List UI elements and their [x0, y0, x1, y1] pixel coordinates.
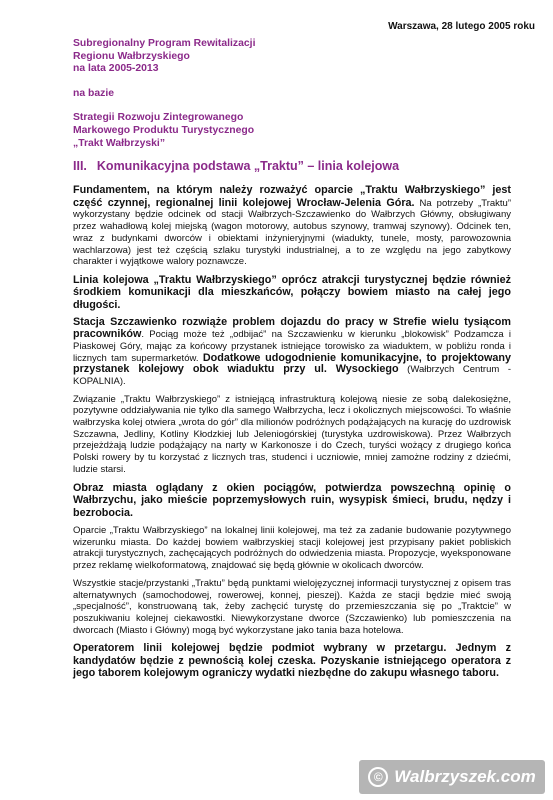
paragraph-7: Wszystkie stacje/przystanki „Traktu” będą punktami wielojęzycznej informacji turystycznej z opisem tras alternatywnych (samochodowej, rowerowej, konnej, pieszej). Każda ze stacji będzie mieć swoją „specjalność”, konstruowaną tak, żeby zachęcić turystę do przemieszczania się po „Traktcie” w poszukiwaniu kolejnej ciekawostki. Niewykorzystane dworce (Szczawienko) lub pomieszczenia na dworcach (Miasto i Główny) mogą być wykorzystane jako tania baza hotelowa.: [73, 577, 511, 636]
document-date: Warszawa, 28 lutego 2005 roku: [388, 21, 535, 32]
program-title-line: Regionu Wałbrzyskiego: [73, 50, 190, 62]
program-title-line: na lata 2005-2013: [73, 63, 159, 75]
paragraph-5: Obraz miasta oglądany z okien pociągów, potwierdza powszechną opinię o Wałbrzychu, jako mieście poprzemysłowych ruin, wysypisk śmieci, brudu, nędzy i bezrobocia.: [73, 481, 511, 519]
program-title: [73, 38, 513, 76]
paragraph-3: [73, 317, 511, 387]
paragraph-bold: Stacja Szczawienko rozwiąże problem dojazdu do pracy w Strefie wielu tysiącom pracowników: [73, 316, 511, 341]
site-watermark: [359, 760, 545, 794]
program-title-line: Subregionalny Program Rewitalizacji: [73, 38, 256, 49]
paragraph-1: [73, 184, 511, 268]
paragraph-6: Oparcie „Traktu Wałbrzyskiego” na lokalnej linii kolejowej, ma też za zadanie budowanie pozytywnego wizerunku miasta. Do każdej bowiem wałbrzyskiej stacji kolejowej jest przypisany pakiet pobliskich atrakcji turystycznych, zachęcających podróżnych do odwiedzenia miasta. Propozycje, wyeksponowane przez reklamę wielkoformatową, znajdować się będą głównie w okolicach dworców.: [73, 525, 511, 572]
section-number: III.: [73, 159, 87, 173]
basis-label: na bazie: [73, 87, 114, 99]
document-body: [73, 184, 511, 686]
paragraph-bold: Dodatkowe udogodnienie komunikacyjne, to projektowany przystanek kolejowy obok wiaduktu przy ul. Wysockiego: [73, 351, 511, 376]
paragraph-text: (Wałbrzych Centrum - KOPALNIA).: [73, 364, 511, 387]
paragraph-bold: Fundamentem, na którym należy rozważyć oparcie „Traktu Wałbrzyskiego” jest część czynnej, regionalnej linii kolejowej Wrocław-Jelenia Góra.: [73, 184, 511, 209]
section-title-text: Komunikacyjna podstawa „Traktu” – linia kolejowa: [96, 159, 400, 173]
copyright-icon: ©: [368, 767, 388, 787]
strategy-title-line: Strategii Rozwoju Zintegrowanego: [73, 112, 244, 124]
paragraph-4: Związanie „Traktu Wałbrzyskiego” z istniejącą infrastrukturą kolejową niesie ze sobą dalekosiężne, pozytywne oddziaływania nie tylko dla samego Wałbrzycha, lecz i okolicznych miejscowości. To właśnie wałbrzyska kolej otwiera „wrota do gór” dla milionów podróżnych podążających na kurację do uzdrowisk Szczawna, Jedliny, Kotliny Kłodzkiej lub Jeleniogórskiej (turystyka uzdrowiskowa). Przez Wałbrzych przejeżdżają ludzie podążający na narty w Karkonosze i do Czech, turyści wożący z drugiego końca Polski rowery by tu korzystać z licznych tras, studenci i uczniowie, mniej zamożne rodziny z dziećmi, ludzie starsi.: [73, 393, 511, 475]
paragraph-8: Operatorem linii kolejowej będzie podmiot wybrany w przetargu. Jednym z kandydatów będzie z pewnością kolej czeska. Pozyskanie istniejącego operatora z jego taborem kolejowym ograniczy wydatki niezbędne do zakupu własnego taboru.: [73, 642, 511, 680]
paragraph-2: Linia kolejowa „Traktu Wałbrzyskiego” oprócz atrakcji turystycznej będzie również środkiem komunikacji dla mieszkańców, połączy bowiem miasto na całej jego długości.: [73, 273, 511, 311]
strategy-title-line: Markowego Produktu Turystycznego: [73, 124, 255, 136]
paragraph-text: . Pociąg może też „odbijać” na Szczawienku w kierunku „blokowisk” Podzamcza i Piaskowej Góry, mając za końcowy przystanek istniejące torowisko za wiaduktem, w pobliżu ronda i licznych tam supermarketów.: [73, 329, 511, 364]
strategy-title-line: „Trakt Wałbrzyski”: [73, 137, 166, 149]
paragraph-text: Na potrzeby „Traktu” wykorzystany będzie odcinek od stacji Wałbrzych-Szczawienko do Wałbrzych Główny, obsługiwany przez wahadłową kolej miejską (wagon motorowy, autobus szynowy, tramwaj szynowy). Odcinek ten, wraz z budynkami dworców i obiektami inżynieryjnymi (wiadukty, tunele, mosty, parowozownia wachlarzowa) jest też częścią szlaku turystyki industrialnej, a to ze względu na jego zabytkowy charakter i wyjątkowe walory poznawcze.: [73, 197, 512, 268]
section-heading: [73, 159, 399, 173]
strategy-title: [73, 112, 513, 150]
document-header: [73, 38, 513, 162]
watermark-text: Walbrzyszek.com: [394, 767, 536, 786]
